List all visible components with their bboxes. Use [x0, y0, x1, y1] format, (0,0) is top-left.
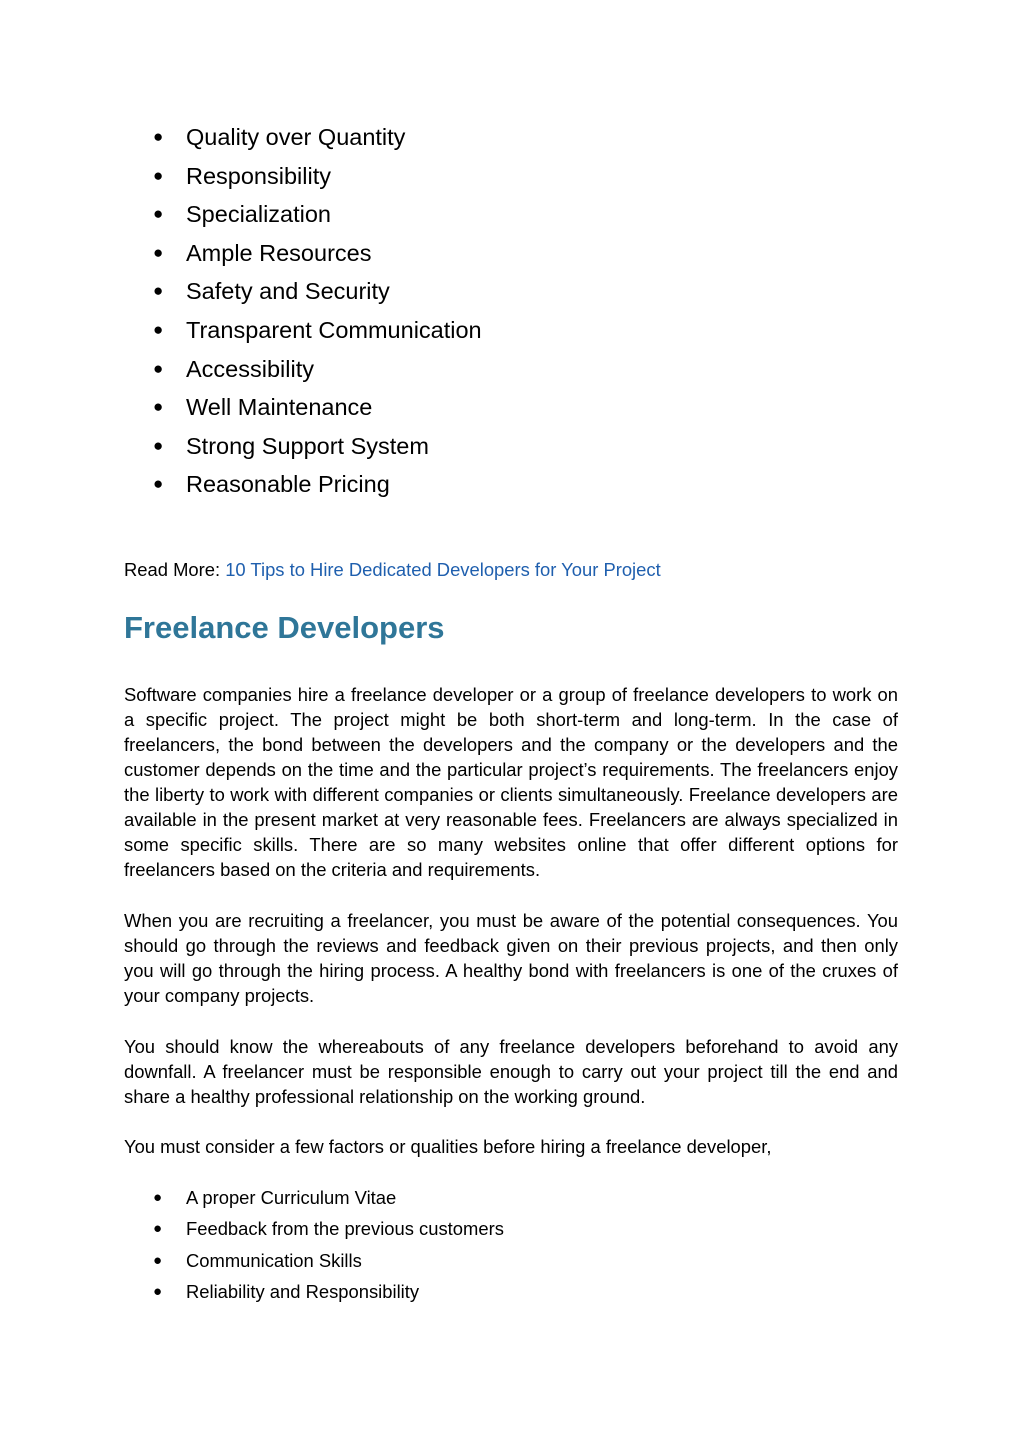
bullet-icon: ●	[153, 1189, 163, 1206]
list-item-text: A proper Curriculum Vitae	[186, 1187, 397, 1208]
list-item	[0, 157, 482, 196]
list-item	[0, 1213, 504, 1244]
list-item-text: Communication Skills	[186, 1249, 362, 1271]
list-item	[0, 234, 482, 273]
list-item	[0, 272, 482, 311]
read-more-link[interactable]: 10 Tips to Hire Dedicated Developers for Your Project	[225, 559, 661, 580]
list-item	[0, 118, 482, 157]
bullet-icon: ●	[153, 204, 164, 224]
list-item-text: Safety and Security	[186, 278, 390, 305]
list-item-text: Strong Support System	[186, 432, 429, 459]
bullet-icon: ●	[153, 1251, 163, 1269]
list-item	[0, 195, 482, 234]
list-item	[0, 1276, 504, 1307]
section-heading: Freelance Developers	[124, 610, 445, 645]
paragraph-factors: You must consider a few factors or qualities before hiring a freelance developer,	[124, 1136, 772, 1157]
bullet-icon: ●	[153, 435, 164, 455]
list-item-text: Reasonable Pricing	[186, 471, 390, 498]
read-more-line	[124, 558, 661, 582]
list-item-text: Reliability and Responsibility	[186, 1281, 420, 1303]
paragraph-recruiting: When you are recruiting a freelancer, you must be aware of the potential consequences. You should go through the reviews and feedback given on their previous projects, and then only you will go through the hiring process. A healthy bond with freelancers is one of the cruxes of your company projects.	[124, 910, 898, 1006]
list-item	[0, 350, 482, 389]
list-item-text: Transparent Communication	[186, 316, 482, 343]
list-item	[0, 1245, 504, 1276]
factors-list	[0, 1182, 504, 1308]
list-item	[0, 388, 482, 427]
list-item-text: Accessibility	[186, 355, 314, 382]
paragraph-intro: Software companies hire a freelance developer or a group of freelance developers to work on a specific project. The project might be both short-term and long-term. In the case of freelancers, the bond between the developers and the company or the developers and the customer depends on the time and the particular project’s requirements. The freelancers enjoy the liberty to work with different companies or clients simultaneously. Freelance developers are available in the present market at very reasonable fees. Freelancers are always specialized in some specific skills. There are so many websites online that offer different options for freelancers based on the criteria and requirements.	[124, 684, 898, 880]
bullet-icon: ●	[153, 127, 164, 146]
qualities-list	[0, 118, 482, 504]
list-item-text: Quality over Quantity	[186, 124, 406, 150]
list-item-text: Specialization	[186, 201, 332, 228]
list-item	[0, 427, 482, 466]
bullet-icon: ●	[153, 1220, 163, 1238]
paragraph-whereabouts: You should know the whereabouts of any freelance developers beforehand to avoid any downfall. A freelancer must be responsible enough to carry out your project till the end and share a healthy professional relationship on the working ground.	[124, 1036, 898, 1107]
list-item	[0, 311, 482, 350]
list-item	[0, 465, 482, 504]
bullet-icon: ●	[153, 319, 164, 339]
list-item-text: Ample Resources	[186, 239, 372, 266]
bullet-icon: ●	[153, 397, 164, 417]
bullet-icon: ●	[153, 165, 164, 185]
read-more-label: Read More:	[124, 559, 226, 580]
bullet-icon: ●	[153, 1283, 163, 1301]
bullet-icon: ●	[153, 281, 164, 301]
bullet-icon: ●	[153, 474, 164, 494]
list-item-text: Feedback from the previous customers	[186, 1218, 504, 1240]
list-item-text: Well Maintenance	[186, 394, 373, 421]
list-item-text: Responsibility	[186, 162, 331, 189]
bullet-icon: ●	[153, 242, 164, 262]
list-item	[0, 1182, 504, 1213]
bullet-icon: ●	[153, 358, 164, 378]
